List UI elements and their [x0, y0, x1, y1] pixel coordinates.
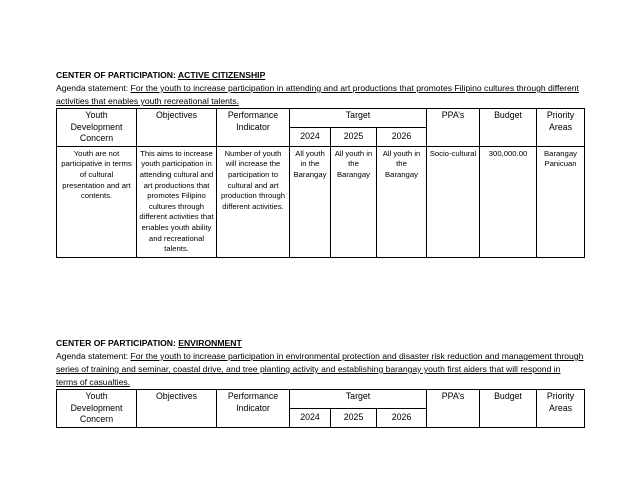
- header-target: Target: [290, 109, 427, 128]
- header-year: 2025: [331, 408, 377, 427]
- header-budget: Budget: [480, 390, 537, 428]
- agenda-statement: [56, 350, 584, 389]
- agenda-text: For the youth to increase participation in environmental protection and disaster risk reduction and management through series of training and seminar, coastal drive, and tree planting activity and establishing barangay youth first aiders that will respond in terms of casualties.: [56, 351, 584, 387]
- center-label: CENTER OF PARTICIPATION:: [56, 338, 176, 348]
- header-concern: Youth Development Concern: [57, 109, 137, 147]
- header-indicator: Performance Indicator: [217, 390, 290, 428]
- cell-objectives: This aims to increase youth participation in attending cultural and art productions that promotes Filipino cultures through different activities that enables youth ability and recreational talents.: [137, 146, 217, 257]
- center-title: [56, 338, 584, 349]
- table-row: [57, 146, 585, 257]
- section-active-citizenship: [56, 70, 584, 258]
- header-year: 2026: [377, 127, 427, 146]
- header-budget: Budget: [480, 109, 537, 147]
- header-priority: Priority Areas: [537, 109, 585, 147]
- header-target: Target: [290, 390, 427, 409]
- agenda-label: Agenda statement:: [56, 351, 129, 361]
- header-row: [57, 109, 585, 128]
- center-name: ACTIVE CITIZENSHIP: [177, 70, 266, 80]
- header-year: 2024: [290, 127, 331, 146]
- cell-concern: Youth are not participative in terms of cultural presentation and art contents.: [57, 146, 137, 257]
- header-ppas: PPA’s: [427, 109, 480, 147]
- header-row: [57, 390, 585, 409]
- cell-target-2026: All youth in the Barangay: [377, 146, 427, 257]
- header-ppas: PPA’s: [427, 390, 480, 428]
- center-label: CENTER OF PARTICIPATION:: [56, 70, 176, 80]
- header-objectives: Objectives: [137, 109, 217, 147]
- header-indicator: Performance Indicator: [217, 109, 290, 147]
- plan-table: [56, 108, 585, 258]
- header-year: 2026: [377, 408, 427, 427]
- center-title: [56, 70, 584, 81]
- header-year: 2024: [290, 408, 331, 427]
- cell-ppas: Socio-cultural: [427, 146, 480, 257]
- agenda-statement: [56, 82, 584, 108]
- cell-priority: Barangay Panicuan: [537, 146, 585, 257]
- agenda-label: Agenda statement:: [56, 83, 129, 93]
- section-environment: [56, 338, 584, 428]
- center-name: ENVIRONMENT: [178, 338, 242, 348]
- agenda-text: For the youth to increase participation in attending and art productions that promotes Filipino cultures through different activities that enables youth recreational talents.: [56, 83, 579, 106]
- cell-target-2025: All youth in the Barangay: [331, 146, 377, 257]
- header-objectives: Objectives: [137, 390, 217, 428]
- header-year: 2025: [331, 127, 377, 146]
- header-priority: Priority Areas: [537, 390, 585, 428]
- cell-target-2024: All youth in the Barangay: [290, 146, 331, 257]
- cell-budget: 300,000.00: [480, 146, 537, 257]
- header-concern: Youth Development Concern: [57, 390, 137, 428]
- cell-indicator: Number of youth will increase the participation to cultural and art production through different activities.: [217, 146, 290, 257]
- plan-table: [56, 389, 585, 428]
